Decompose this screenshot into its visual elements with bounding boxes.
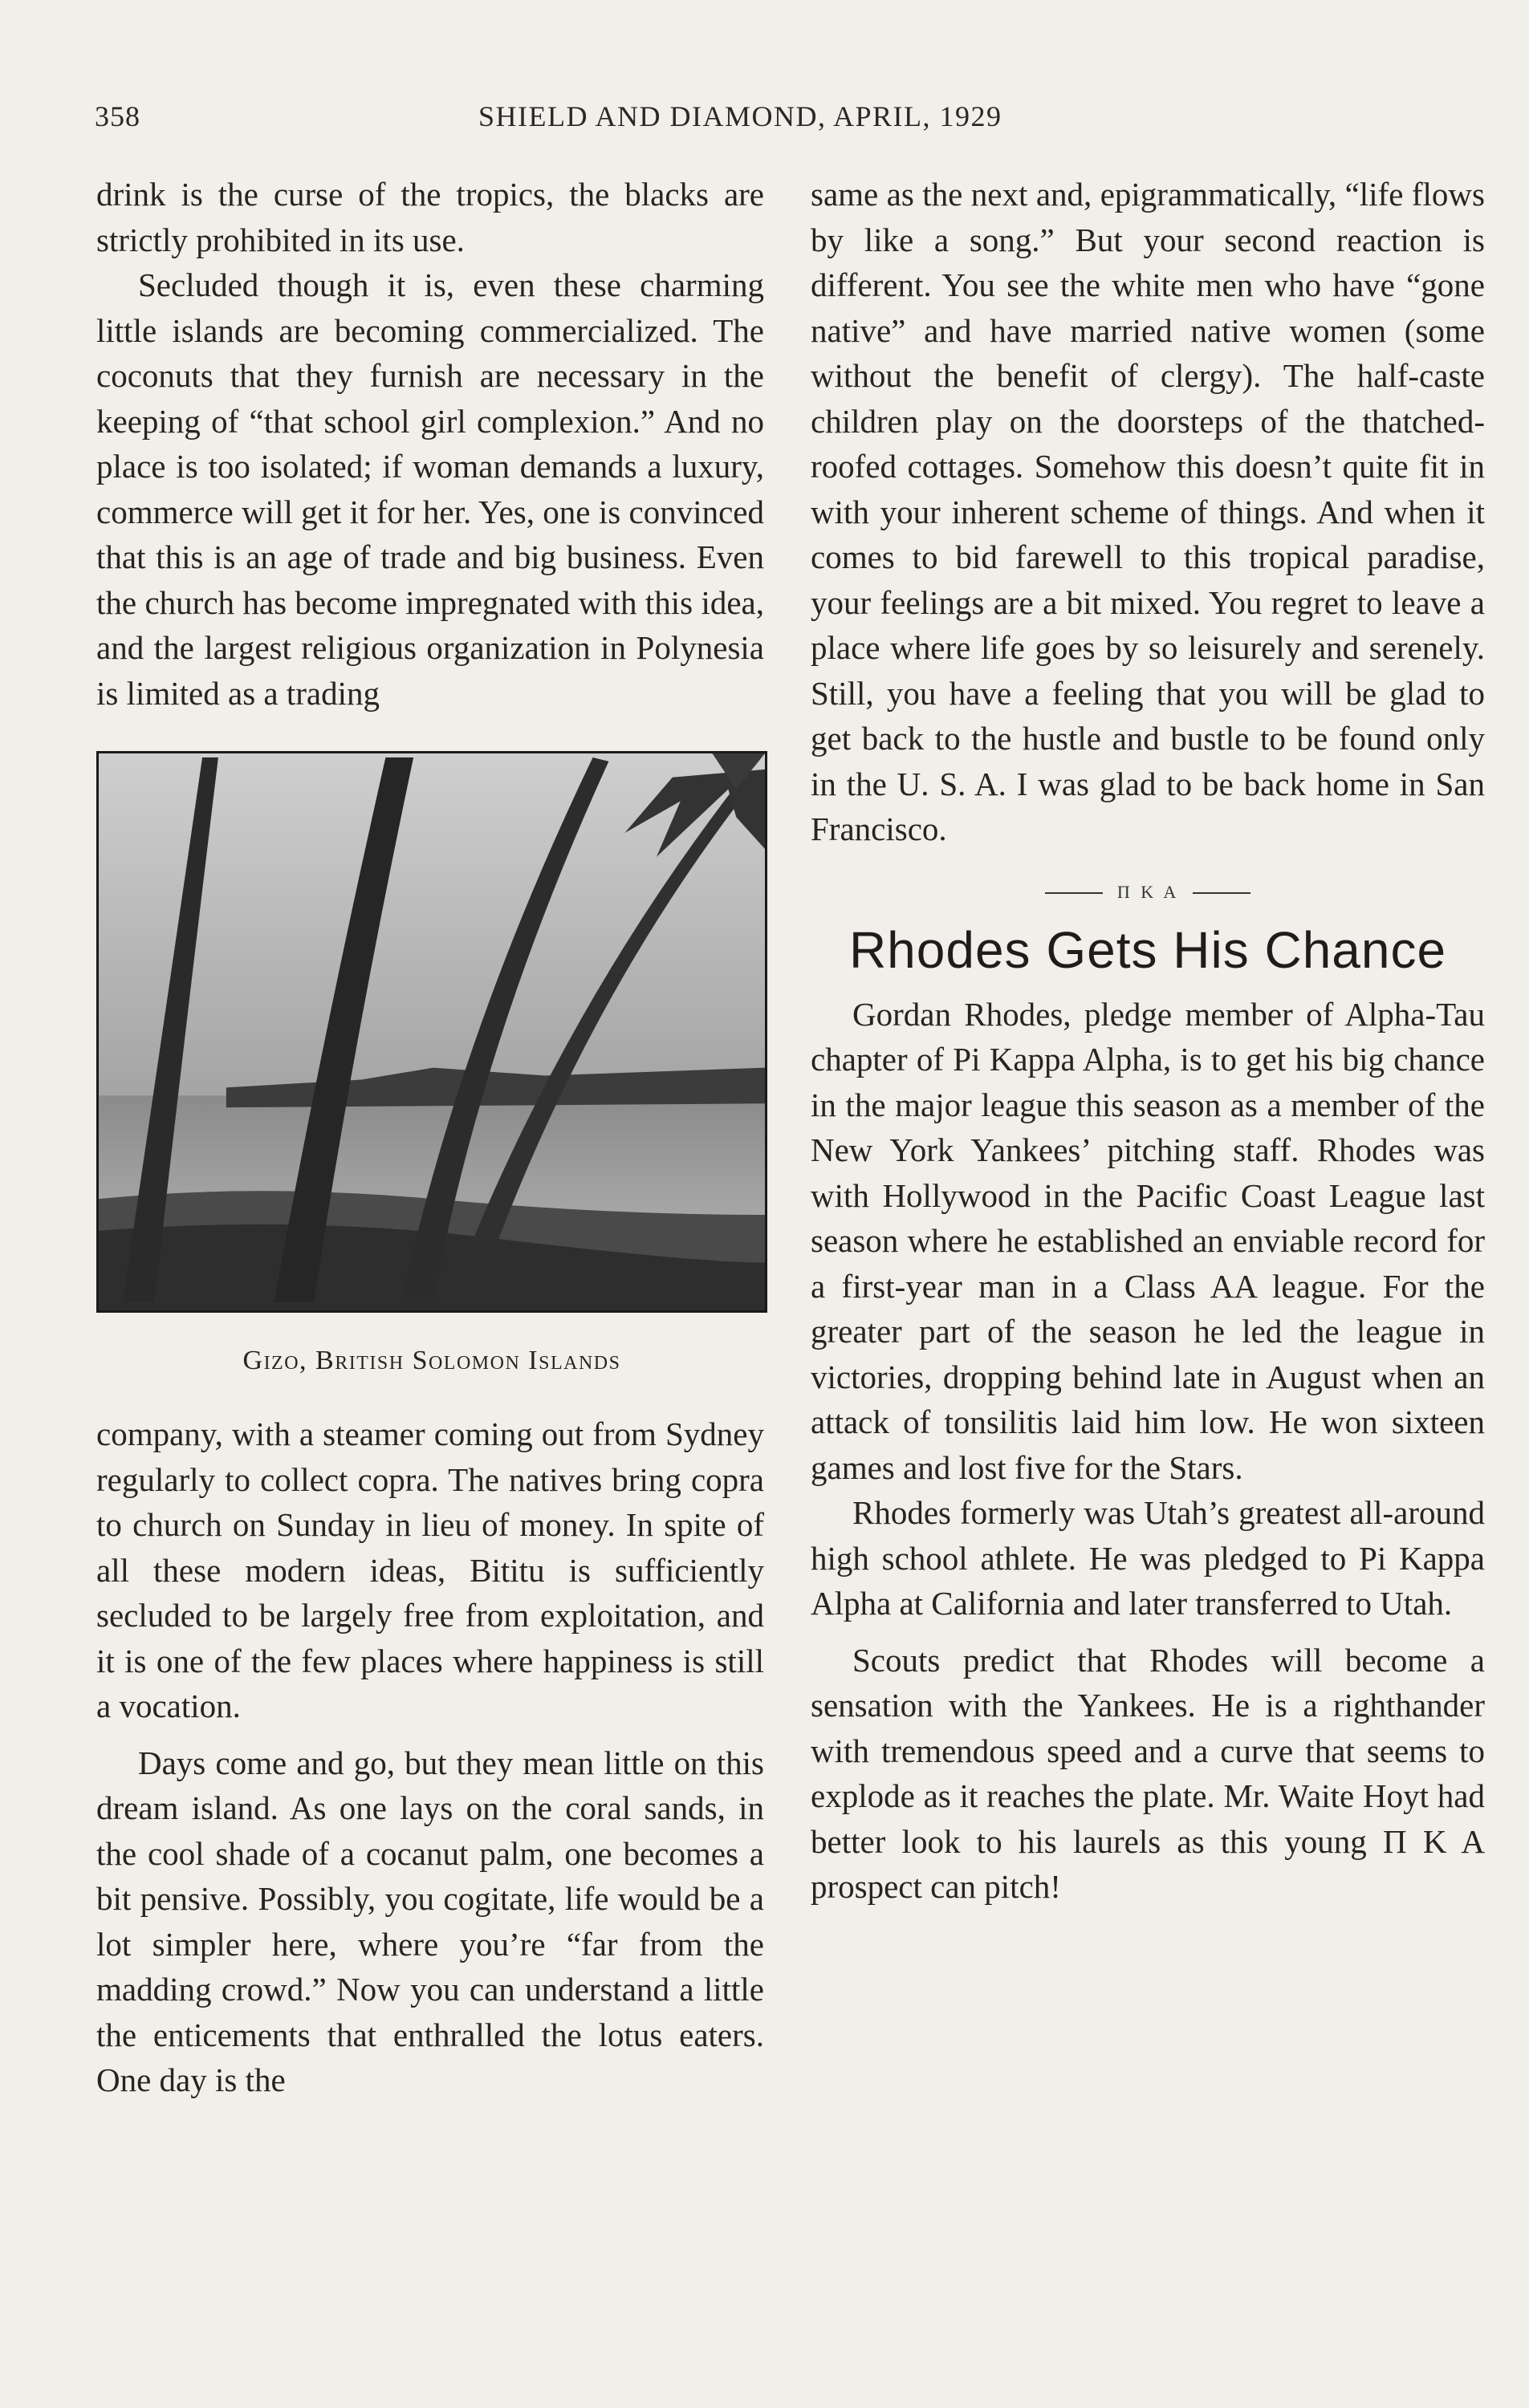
divider-rule-right [1193, 892, 1250, 894]
photo-palm-beach [96, 751, 767, 1313]
article-headline: Rhodes Gets His Chance [848, 920, 1447, 979]
photo-figure [96, 751, 767, 1378]
left-paragraph-4: Days come and go, but they mean little on this dream island. As one lays on the coral sands, in the cool shade of a cocanut palm, one becomes a bit pensive. Possibly, you cogitate, life would be a lot simpler here, where you’re “far from the madding crowd.” Now you can understand a little the enticements that enthralled the lotus eaters. One day is the [96, 1744, 764, 2098]
right-paragraph-2: Gordan Rhodes, pledge member of Alpha-Tau chapter of Pi Kappa Alpha, is to get his big chance in the major league this season as a member of the New York Yankees’ pitching staff. Rhodes was with Hollywood in the Pacific Coast League last season where he established an enviable record for a first-year man in a Class AA league. For the greater part of the season he led the league in victories, dropping behind late in August when an attack of tonsilitis laid him low. He won sixteen games and lost five for the Stars. [811, 995, 1485, 1486]
left-paragraph-3: company, with a steamer coming out from Sydney regularly to collect copra. The natives bring copra to church on Sunday in lieu of money. In spite of all these modern ideas, Bititu is sufficiently secluded to be largely free from exploitation, and it is one of the few places where happiness is still a vocation. [96, 1415, 764, 1724]
right-paragraph-4: Scouts predict that Rhodes will become a sensation with the Yankees. He is a righthander with tremendous speed and a curve that seems to explode as it reaches the plate. Mr. Waite Hoyt had better look to his laurels as this young Π K A prospect can pitch! [811, 1641, 1485, 1905]
right-column [811, 172, 1485, 1910]
divider-text: Π K A [1116, 881, 1179, 902]
section-divider [811, 876, 1485, 908]
divider-rule-left [1045, 892, 1103, 894]
page-header [95, 99, 1108, 140]
figure-caption [96, 1345, 767, 1378]
left-paragraph-1: drink is the curse of the tropics, the blacks are strictly prohibited in its use. [96, 176, 764, 258]
right-paragraph-1: same as the next and, epigrammatically, “life flows by like a song.” But your second reaction is different. You see the white men who have “gone native” and have married native women (some without the benefit of clergy). The half-caste children play on the doorsteps of the thatched-roofed cottages. Somehow this doesn’t quite fit in with your inherent scheme of things. And when it comes to bid farewell to this tropical paradise, your feelings are a bit mixed. You regret to leave a place where life goes by so leisurely and serenely. Still, you have a feeling that you will be glad to get back to the hustle and bustle to be found only in the U. S. A. I was glad to be back home in San Francisco. [811, 176, 1485, 847]
running-head: SHIELD AND DIAMOND, APRIL, 1929 [478, 100, 1002, 132]
right-paragraph-3: Rhodes formerly was Utah’s greatest all-around high school athlete. He was pledged to Pi Kappa Alpha at California and later transferred to Utah. [811, 1494, 1485, 1622]
figure-caption-text: Gizo, British Solomon Islands [242, 1346, 621, 1375]
page-number: 358 [95, 100, 140, 132]
left-column [96, 172, 764, 2103]
left-paragraph-2: Secluded though it is, even these charming little islands are becoming commercialized. The coconuts that they furnish are necessary in the keeping of “that school girl complexion.” And no place is too isolated; if woman demands a luxury, commerce will get it for her. Yes, one is convinced that this is an age of trade and big business. Even the church has become impregnated with this idea, and the largest religious organization in Polynesia is limited as a trading [96, 266, 764, 712]
